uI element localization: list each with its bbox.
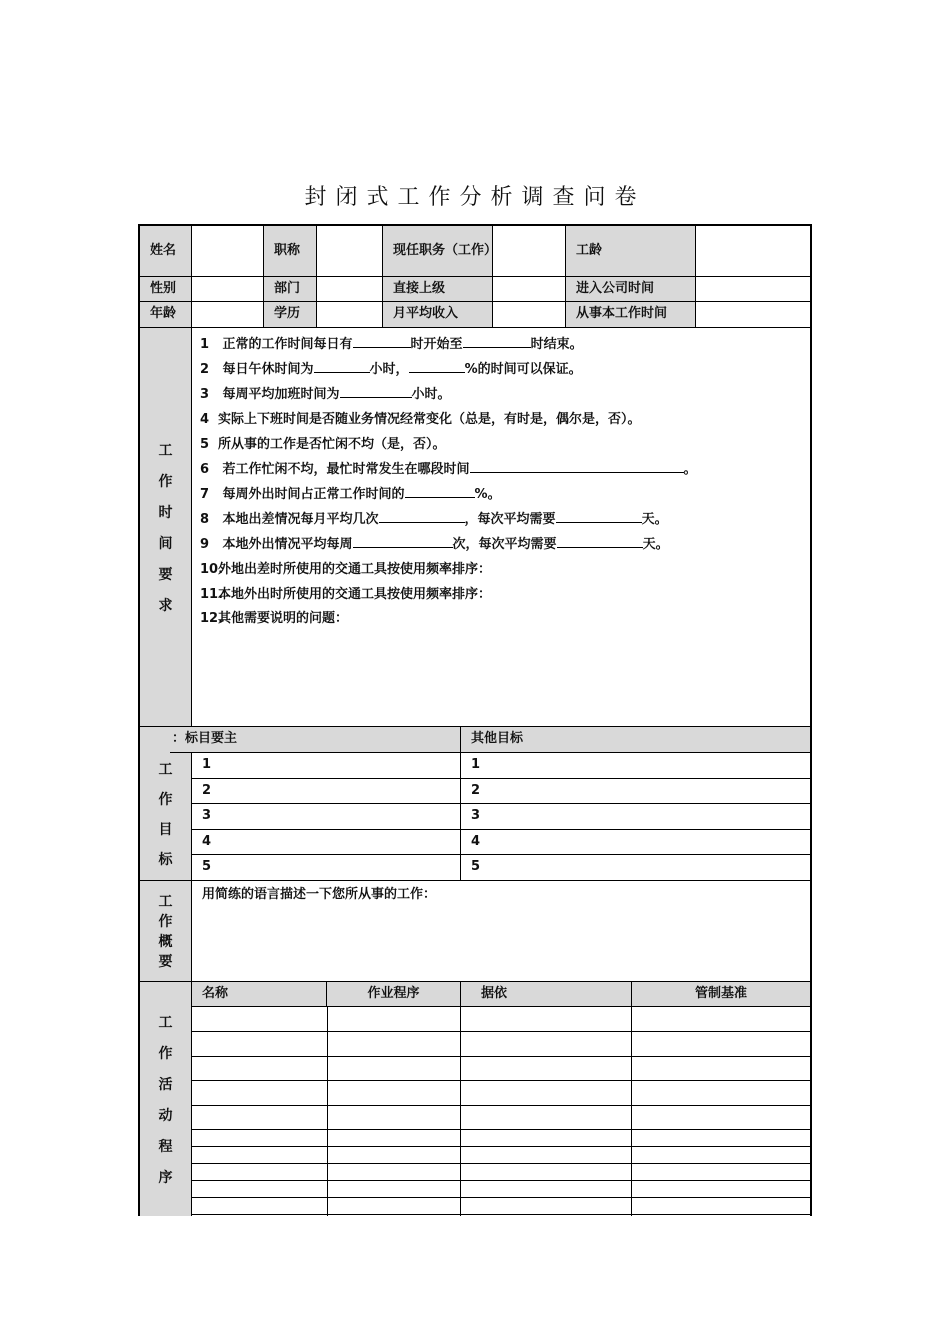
- process-name-header: 名称: [192, 982, 327, 1007]
- join-date-label: 进入公司时间: [566, 277, 696, 302]
- process-row-line: [192, 1105, 810, 1106]
- process-row-line: [192, 1163, 810, 1164]
- outing-count-blank[interactable]: [353, 534, 453, 548]
- question-9: 9 本地外出情况平均每周 次，每次平均需要 天。: [200, 533, 669, 552]
- work-summary-prompt: 用简练的语言描述一下您所从事的工作：: [202, 887, 437, 902]
- process-row-line: [192, 1197, 810, 1198]
- question-2: 2 每日午休时间为 小时， %的时间可以保证。: [200, 358, 582, 377]
- question-10: 10.外地出差时所使用的交通工具按使用频率排序：: [200, 562, 492, 577]
- process-row-line: [192, 1080, 810, 1081]
- main-goal-row[interactable]: 2: [192, 779, 461, 804]
- question-12: 12.其他需要说明的问题：: [200, 611, 349, 626]
- question-3: 3 每周平均加班时间为 小时。: [200, 383, 451, 402]
- busy-period-blank[interactable]: [470, 459, 684, 473]
- work-end-blank[interactable]: [463, 334, 531, 348]
- process-basis-header: 据依: [461, 982, 632, 1007]
- work-process-section-label: 工 作 活 动 程 序: [140, 982, 192, 1216]
- name-value[interactable]: [192, 226, 264, 277]
- overtime-blank[interactable]: [340, 384, 412, 398]
- lunch-hours-blank[interactable]: [314, 359, 370, 373]
- process-grid-line: [460, 1007, 461, 1216]
- join-date-value[interactable]: [696, 277, 810, 302]
- question-11: 11.本地外出时所使用的交通工具按使用频率排序：: [200, 587, 492, 602]
- process-grid-line: [631, 1007, 632, 1216]
- work-summary-section-label: 工 作 概 要: [140, 881, 192, 982]
- work-goals-section-label: 工 作 目 标: [140, 727, 192, 881]
- age-label: 年龄: [140, 302, 192, 328]
- direct-supervisor-value[interactable]: [493, 277, 566, 302]
- other-goals-header: 其他目标: [461, 727, 810, 753]
- direct-supervisor-label: 直接上级: [383, 277, 493, 302]
- work-summary-field[interactable]: [192, 881, 810, 982]
- seniority-label: 工龄: [566, 226, 696, 277]
- current-position-label: 现任职务（工作）: [383, 226, 493, 277]
- process-row-line: [192, 1129, 810, 1130]
- education-value[interactable]: [317, 302, 383, 328]
- outside-percent-blank[interactable]: [405, 484, 475, 498]
- name-label: 姓名: [140, 226, 192, 277]
- main-goal-row[interactable]: 4: [192, 830, 461, 855]
- department-label: 部门: [264, 277, 317, 302]
- other-goal-row[interactable]: 5: [461, 855, 810, 881]
- trip-days-blank[interactable]: [556, 509, 642, 523]
- job-title-value[interactable]: [317, 226, 383, 277]
- process-procedure-header: 作业程序: [327, 982, 461, 1007]
- other-goal-row[interactable]: 1: [461, 753, 810, 779]
- process-row-line: [192, 1180, 810, 1181]
- other-goal-row[interactable]: 2: [461, 779, 810, 804]
- monthly-income-label: 月平均收入: [383, 302, 493, 328]
- years-in-job-value[interactable]: [696, 302, 810, 328]
- other-goal-row[interactable]: 4: [461, 830, 810, 855]
- question-6: 6 若工作忙闲不均，最忙时常发生在哪段时间 。: [200, 458, 697, 477]
- main-goal-row[interactable]: 5: [192, 855, 461, 881]
- other-goal-row[interactable]: 3: [461, 804, 810, 830]
- process-grid-line: [327, 1007, 328, 1216]
- trip-count-blank[interactable]: [379, 509, 465, 523]
- main-goals-header: ：标目要主: [170, 727, 461, 753]
- age-value[interactable]: [192, 302, 264, 328]
- question-1: 1 正常的工作时间每日有 时开始至 时结束。: [200, 333, 583, 352]
- current-position-value[interactable]: [493, 226, 566, 277]
- outing-days-blank[interactable]: [557, 534, 643, 548]
- question-7: 7 每周外出时间占正常工作时间的 %。: [200, 483, 501, 502]
- process-row-line: [192, 1146, 810, 1147]
- education-label: 学历: [264, 302, 317, 328]
- lunch-percent-blank[interactable]: [409, 359, 465, 373]
- work-start-blank[interactable]: [353, 334, 411, 348]
- page-title: 封闭式工作分析调查问卷: [304, 185, 646, 210]
- years-in-job-label: 从事本工作时间: [566, 302, 696, 328]
- process-row-line: [192, 1031, 810, 1032]
- main-goal-row[interactable]: 3: [192, 804, 461, 830]
- department-value[interactable]: [317, 277, 383, 302]
- main-goal-row[interactable]: 1: [192, 753, 461, 779]
- gender-label: 性别: [140, 277, 192, 302]
- gender-value[interactable]: [192, 277, 264, 302]
- seniority-value[interactable]: [696, 226, 810, 277]
- question-5: 5 所从事的工作是否忙闲不均（是，否）。: [200, 437, 446, 452]
- monthly-income-value[interactable]: [493, 302, 566, 328]
- process-grid-line: [810, 1007, 811, 1216]
- process-row-line: [192, 1214, 810, 1215]
- question-8: 8 本地出差情况每月平均几次 ，每次平均需要 天。: [200, 508, 668, 527]
- question-4: 4 实际上下班时间是否随业务情况经常变化（总是，有时是，偶尔是，否）。: [200, 412, 641, 427]
- process-row-line: [192, 1056, 810, 1057]
- process-control-header: 管制基准: [632, 982, 810, 1007]
- job-title-label: 职称: [264, 226, 317, 277]
- work-time-section-label: 工 作 时 间 要 求: [140, 328, 192, 727]
